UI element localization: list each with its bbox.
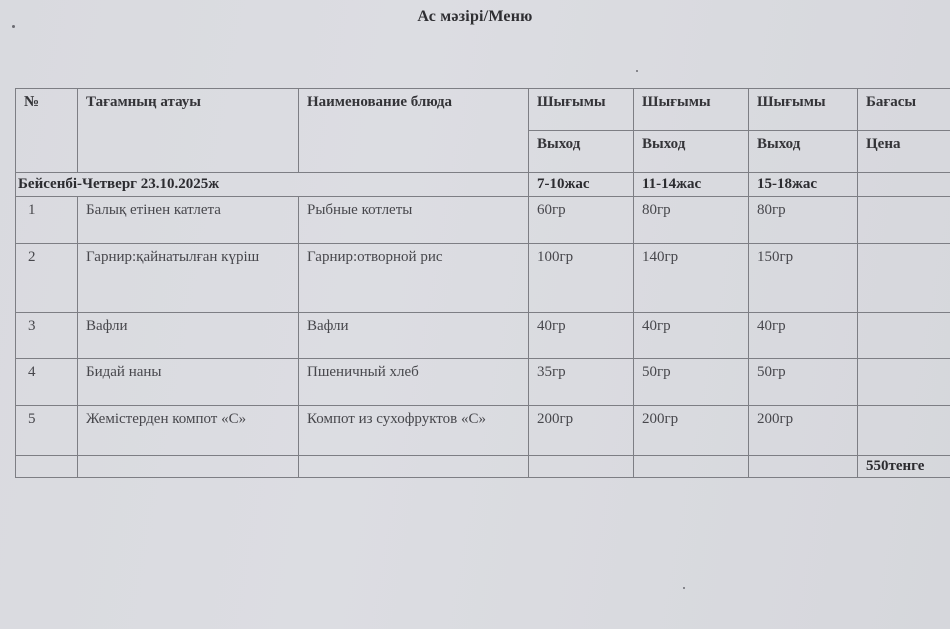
table-row <box>16 406 950 456</box>
total-empty-cell <box>299 456 529 478</box>
price-cell <box>858 313 950 359</box>
age-group-price-empty <box>858 173 950 197</box>
yield-age-2: 80гр <box>634 197 749 244</box>
dish-name-ru: Вафли <box>299 313 529 359</box>
yield-age-3: 200гр <box>749 406 858 456</box>
header-row <box>16 89 950 131</box>
dish-name-kz: Гарнир:қайнатылған күріш <box>78 244 299 313</box>
yield-age-3: 40гр <box>749 313 858 359</box>
header-yield-kz-2: Шығымы <box>634 89 749 131</box>
day-label: Бейсенбі-Четверг 23.10.2025ж <box>16 173 529 197</box>
dish-name-kz: Жемістерден компот «С» <box>78 406 299 456</box>
header-yield-ru-3: Выход <box>749 131 858 173</box>
age-group-3: 15-18жас <box>749 173 858 197</box>
row-number: 5 <box>16 406 78 456</box>
table-row <box>16 244 950 313</box>
age-group-1: 7-10жас <box>529 173 634 197</box>
yield-age-1: 200гр <box>529 406 634 456</box>
row-number: 2 <box>16 244 78 313</box>
header-number: № <box>16 89 78 173</box>
header-name-ru: Наименование блюда <box>299 89 529 173</box>
header-name-kz: Тағамның атауы <box>78 89 299 173</box>
price-cell <box>858 197 950 244</box>
menu-table <box>15 88 950 478</box>
dish-name-kz: Вафли <box>78 313 299 359</box>
age-group-2: 11-14жас <box>634 173 749 197</box>
yield-age-2: 40гр <box>634 313 749 359</box>
header-price-ru: Цена <box>858 131 950 173</box>
paper-speck <box>683 587 685 589</box>
total-empty-cell <box>749 456 858 478</box>
header-yield-ru-1: Выход <box>529 131 634 173</box>
row-number: 1 <box>16 197 78 244</box>
document-title: Ас мәзірі/Меню <box>417 8 533 25</box>
dish-name-ru: Гарнир:отворной рис <box>299 244 529 313</box>
yield-age-1: 60гр <box>529 197 634 244</box>
dish-name-kz: Бидай наны <box>78 359 299 406</box>
header-yield-kz-1: Шығымы <box>529 89 634 131</box>
dish-name-ru: Компот из сухофруктов «С» <box>299 406 529 456</box>
table-row <box>16 197 950 244</box>
total-empty-cell <box>16 456 78 478</box>
header-price-kz: Бағасы <box>858 89 950 131</box>
table-row <box>16 313 950 359</box>
table-row <box>16 359 950 406</box>
dish-name-kz: Балық етінен катлета <box>78 197 299 244</box>
total-empty-cell <box>529 456 634 478</box>
price-cell <box>858 406 950 456</box>
total-empty-cell <box>634 456 749 478</box>
row-number: 3 <box>16 313 78 359</box>
total-empty-cell <box>78 456 299 478</box>
yield-age-3: 150гр <box>749 244 858 313</box>
yield-age-3: 80гр <box>749 197 858 244</box>
paper-speck <box>636 70 638 72</box>
yield-age-1: 100гр <box>529 244 634 313</box>
yield-age-2: 50гр <box>634 359 749 406</box>
yield-age-2: 200гр <box>634 406 749 456</box>
dish-name-ru: Рыбные котлеты <box>299 197 529 244</box>
header-yield-kz-3: Шығымы <box>749 89 858 131</box>
header-yield-ru-2: Выход <box>634 131 749 173</box>
yield-age-3: 50гр <box>749 359 858 406</box>
dish-name-ru: Пшеничный хлеб <box>299 359 529 406</box>
price-cell <box>858 359 950 406</box>
total-price: 550тенге <box>858 456 950 478</box>
row-number: 4 <box>16 359 78 406</box>
price-cell <box>858 244 950 313</box>
yield-age-1: 40гр <box>529 313 634 359</box>
total-row <box>16 456 950 478</box>
day-row <box>16 173 950 197</box>
yield-age-1: 35гр <box>529 359 634 406</box>
yield-age-2: 140гр <box>634 244 749 313</box>
